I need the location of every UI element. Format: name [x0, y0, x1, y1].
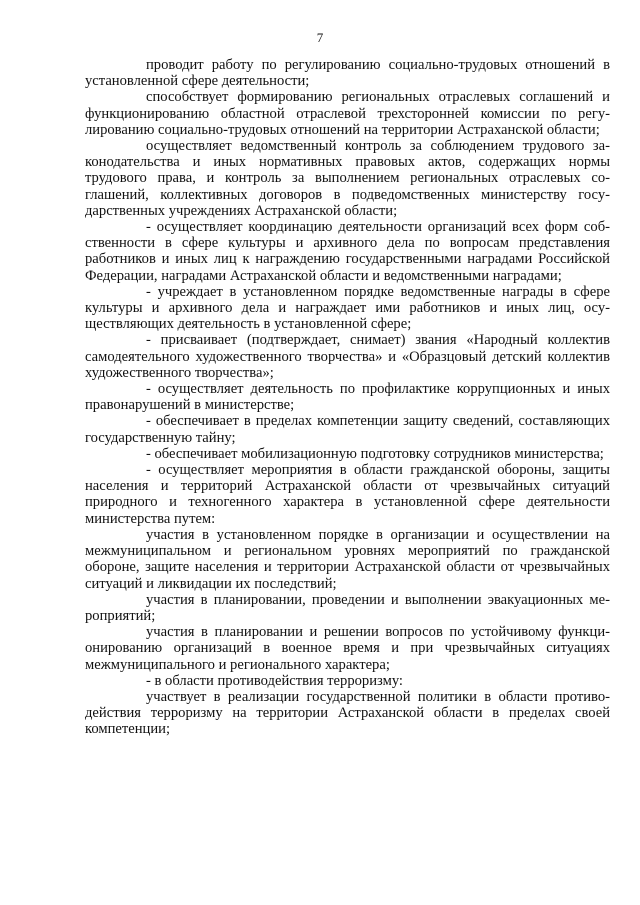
paragraph: - обеспечивает в пределах компетенции защиту сведений, составляющих государственную тайну;	[85, 413, 610, 446]
paragraph: - учреждает в установленном порядке ведомственные награды в сфере культуры и архивного дела и награждает ими работников и иных лиц, осуществляющих деятельность в установленной сфере;	[85, 283, 610, 333]
paragraph: участия в планировании, проведении и выполнении эвакуационных мероприятий;	[85, 591, 610, 624]
paragraph: способствует формированию региональных отраслевых соглашений и функционированию областной отраслевой трехсторонней комиссии по регулированию социально-трудовых отношений на территории Астраханской области;	[85, 89, 610, 138]
paragraph: - присваивает (подтверждает, снимает) звания «Народный коллектив самодеятельного художественного творчества» и «Образцовый детский коллектив художественного творчества»;	[85, 332, 610, 381]
paragraph: участия в планировании и решении вопросов по устойчивому функционированию организаций в военное время и при чрезвычайных ситуациях межмуниципального и регионального характера;	[85, 624, 610, 673]
paragraph: - осуществляет деятельность по профилактике коррупционных и иных правонарушений в министерстве;	[85, 381, 610, 414]
paragraph: осуществляет ведомственный контроль за соблюдением трудового законодательства и иных нормативных правовых актов, содержащих нормы трудового права, и контроль за выполнением региональных отраслевых соглашений, коллективных договоров в подведомственных министерству государственных учреждениях Астраханской области;	[85, 138, 610, 219]
paragraph: - осуществляет мероприятия в области гражданской обороны, защиты населения и территорий Астраханской области от чрезвычайных ситуаций природного и техногенного характера в установленной сфере деятельности министерства путем:	[85, 462, 610, 527]
paragraph: проводит работу по регулированию социально-трудовых отношений в установленной сфере деятельности;	[85, 57, 610, 90]
paragraph: - в области противодействия терроризму:	[146, 672, 403, 689]
document-body	[85, 57, 610, 738]
paragraph: участия в установленном порядке в организации и осуществлении на межмуниципальном и региональном уровнях мероприятий по гражданской обороне, защите населения и территории Астраханской области от чрезвычайных ситуаций и ликвидации их последствий;	[85, 526, 610, 592]
paragraph: участвует в реализации государственной политики в области противодействия терроризму на территории Астраханской области в пределах своей компетенции;	[85, 688, 610, 738]
paragraph: - осуществляет координацию деятельности организаций всех форм собственности в сфере культуры и архивного дела по вопросам представления работников и иных лиц к награждению государственными наградами Российской Федерации, наградами Астраханской области и ведомственными наградами;	[85, 219, 610, 284]
page-number: 7	[316, 30, 324, 45]
paragraph: - обеспечивает мобилизационную подготовку сотрудников министерства;	[146, 445, 604, 462]
